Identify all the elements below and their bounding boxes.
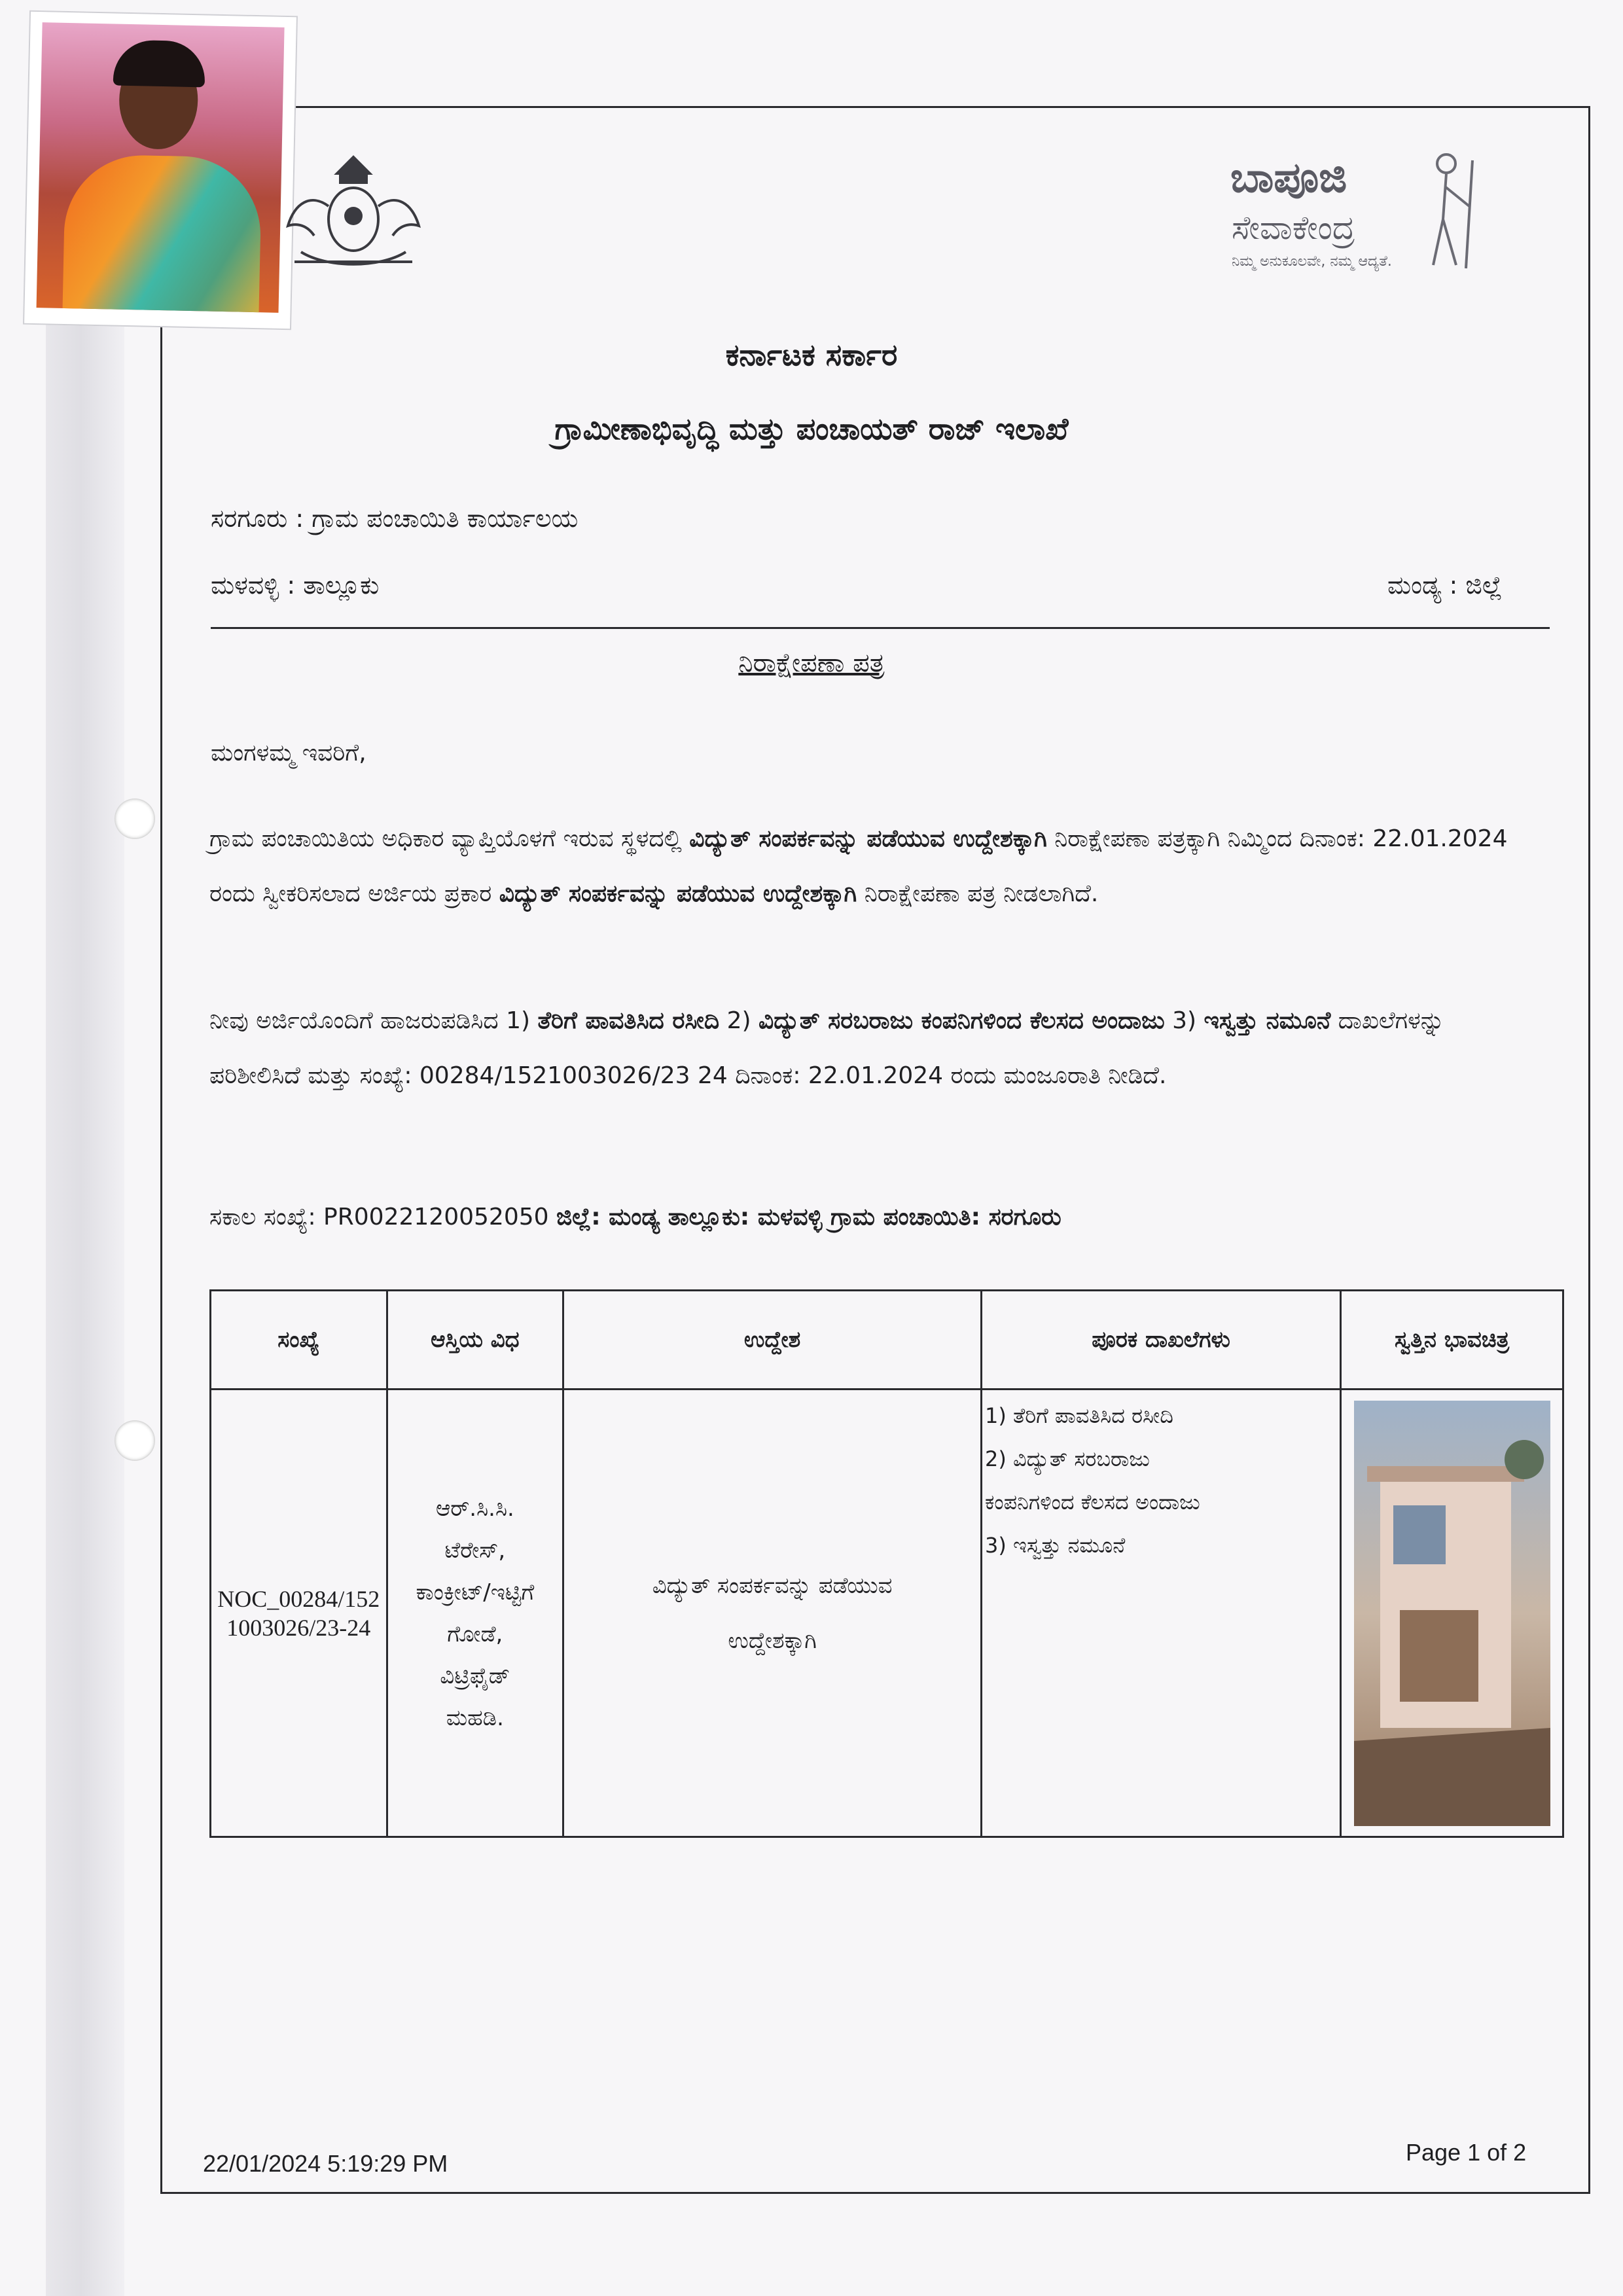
purpose-cell: ವಿದ್ಯುತ್ ಸಂಪರ್ಕವನ್ನು ಪಡೆಯುವ ಉದ್ದೇಶಕ್ಕಾಗಿ (563, 1390, 982, 1837)
document-title: ನಿರಾಕ್ಷೇಪಣಾ ಪತ್ರ (738, 648, 885, 678)
paragraph-1: ಗ್ರಾಮ ಪಂಚಾಯಿತಿಯ ಅಧಿಕಾರ ವ್ಯಾಪ್ತಿಯೊಳಗೆ ಇರುವ ಸ್ಥಳದಲ್ಲಿ ವಿದ್ಯುತ್ ಸಂಪರ್ಕವನ್ನು ಪಡೆಯುವ ಉದ್ದೇಶಕ್ಕಾಗಿ ನಿರಾಕ್ಷೇಪಣಾ ಪತ್ರಕ್ಕಾಗಿ ನಿಮ್ಮಿಂದ ದಿನಾಂಕ: 22.01.2024 ರಂದು ಸ್ವೀಕರಿಸಲಾದ ಅರ್ಜಿಯ ಪ್ರಕಾರ ವಿದ್ಯುತ್ ಸಂಪರ್ಕವನ್ನು ಪಡೆಯುವ ಉದ್ದೇಶಕ್ಕಾಗಿ ನಿರಾಕ್ಷೇಪಣಾ ಪತ್ರ ನೀಡಲಾಗಿದೆ. (209, 825, 1508, 907)
column-header: ಆಸ್ತಿಯ ವಿಧ (387, 1291, 563, 1390)
karnataka-emblem-icon (275, 147, 432, 278)
office-line: ಸರಗೂರು : ಗ್ರಾಮ ಪಂಚಾಯಿತಿ ಕಾರ್ಯಾಲಯ (211, 504, 579, 533)
table-header-row (211, 1291, 1563, 1390)
district-line: ಮಂಡ್ಯ : ಜಿಲ್ಲೆ (1387, 571, 1503, 600)
department-heading: ಗ್ರಾಮೀಣಾಭಿವೃದ್ಧಿ ಮತ್ತು ಪಂಚಾಯತ್ ರಾಜ್ ಇಲಾಖೆ (554, 411, 1069, 446)
government-heading: ಕರ್ನಾಟಕ ಸರ್ಕಾರ (725, 337, 898, 372)
gandhi-figure-icon (1414, 147, 1486, 272)
salutation: ಮಂಗಳಮ್ಮ ಇವರಿಗೆ, (211, 740, 366, 766)
documents-cell: 1) ತೆರಿಗೆ ಪಾವತಿಸಿದ ರಸೀದಿ 2) ವಿದ್ಯುತ್ ಸರಬರಾಜು ಕಂಪನಿಗಳಿಂದ ಕೆಲಸದ ಅಂದಾಜು 3) ಇಸ್ವತ್ತು ನಮೂನೆ (982, 1390, 1341, 1837)
column-header: ಉದ್ದೇಶ (563, 1291, 982, 1390)
bapuji-logo (1217, 141, 1492, 285)
applicant-photo (23, 10, 298, 330)
divider (211, 627, 1550, 629)
noc-table (209, 1289, 1564, 1838)
noc-number-cell: NOC_00284/1521003026/23-24 (211, 1390, 387, 1837)
punch-hole (115, 1420, 155, 1461)
page-shadow (46, 314, 124, 2296)
property-photo (1354, 1401, 1550, 1826)
table-row (211, 1390, 1563, 1837)
property-type-cell: ಆರ್.ಸಿ.ಸಿ. ಟೆರೇಸ್, ಕಾಂಕ್ರೀಟ್/ಇಟ್ಟಿಗೆ ಗೋಡೆ, ವಿಟ್ರಿಫೈಡ್ ಮಹಡಿ. (387, 1390, 563, 1837)
taluk-line: ಮಳವಳ್ಳಿ : ತಾಲ್ಲೂಕು (211, 571, 380, 600)
brand-sub: ಸೇವಾಕೇಂದ್ರ (1232, 209, 1355, 247)
brand-tagline: ನಿಮ್ಮ ಅನುಕೂಲವೇ, ನಮ್ಮ ಆದ್ಯತೆ. (1232, 253, 1392, 270)
column-header: ಸ್ವತ್ತಿನ ಭಾವಚಿತ್ರ (1341, 1291, 1563, 1390)
page-number: Page 1 of 2 (1406, 2139, 1527, 2166)
timestamp: 22/01/2024 5:19:29 PM (203, 2150, 448, 2177)
brand-name: ಬಾಪೂಜಿ (1230, 154, 1347, 202)
property-photo-cell (1341, 1390, 1563, 1837)
paragraph-2: ನೀವು ಅರ್ಜಿಯೊಂದಿಗೆ ಹಾಜರುಪಡಿಸಿದ 1) ತೆರಿಗೆ ಪಾವತಿಸಿದ ರಸೀದಿ 2) ವಿದ್ಯುತ್ ಸರಬರಾಜು ಕಂಪನಿಗಳಿಂದ ಕೆಲಸದ ಅಂದಾಜು 3) ಇಸ್ವತ್ತು ನಮೂನೆ ದಾಖಲೆಗಳನ್ನು ಪರಿಶೀಲಿಸಿದೆ ಮತ್ತು ಸಂಖ್ಯೆ: 00284/1521003026/23 24 ದಿನಾಂಕ: 22.01.2024 ರಂದು ಮಂಜೂರಾತಿ ನೀಡಿದೆ. (209, 1007, 1445, 1089)
sakala-line: ಸಕಾಲ ಸಂಖ್ಯೆ: PR0022120052050 ಜಿಲ್ಲೆ: ಮಂಡ್ಯ ತಾಲ್ಲೂಕು: ಮಳವಳ್ಳಿ ಗ್ರಾಮ ಪಂಚಾಯಿತಿ: ಸರಗೂರು (209, 1204, 1061, 1230)
punch-hole (115, 798, 155, 839)
column-header: ಸಂಖ್ಯೆ (211, 1291, 387, 1390)
column-header: ಪೂರಕ ದಾಖಲೆಗಳು (982, 1291, 1341, 1390)
